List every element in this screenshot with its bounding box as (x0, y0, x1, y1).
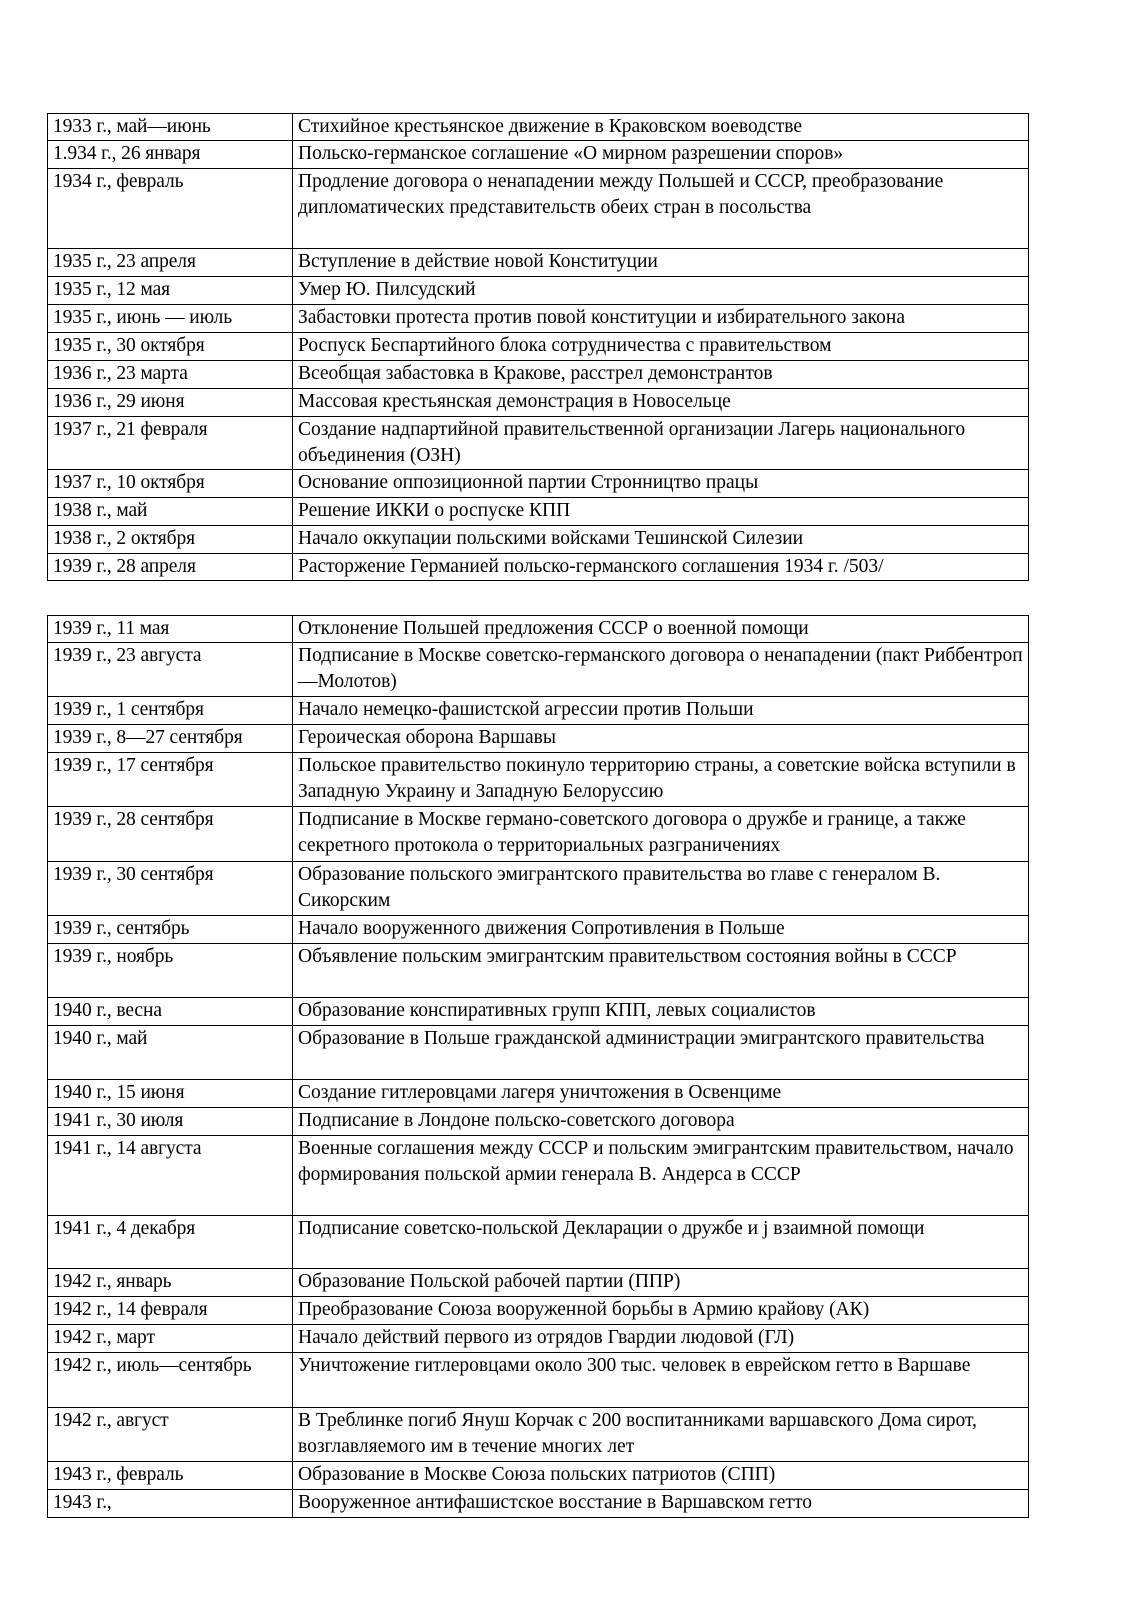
table-row (48, 361, 1029, 389)
table-row (48, 1325, 1029, 1353)
date-cell: 1935 г., июнь — июль (48, 305, 293, 333)
date-cell: 1935 г., 12 мая (48, 277, 293, 305)
date-cell: 1939 г., 28 апреля (48, 554, 293, 581)
event-cell: Преобразование Союза вооруженной борьбы в Армию крайову (АК) (293, 1297, 1029, 1325)
event-cell: В Треблинке погиб Януш Корчак с 200 воспитанниками варшавского Дома сирот, возглавляемого им в течение многих лет (293, 1408, 1029, 1462)
table-row (48, 470, 1029, 498)
table-1-body (48, 114, 1029, 581)
table-row (48, 1136, 1029, 1216)
event-cell: Подписание в Москве германо-советского договора о дружбе и границе, а также секретного протокола о территориальных разграничениях (293, 807, 1029, 862)
event-cell: Польское правительство покинуло территорию страны, а советские войска вступили в Западную Украину и Западную Белоруссию (293, 753, 1029, 807)
date-cell: 1942 г., январь (48, 1269, 293, 1297)
date-cell: 1937 г., 21 февраля (48, 417, 293, 470)
date-cell: 1939 г., 28 сентября (48, 807, 293, 862)
event-cell: Героическая оборона Варшавы (293, 725, 1029, 753)
date-cell: 1940 г., 15 июня (48, 1080, 293, 1108)
event-cell: Образование Польской рабочей партии (ППР) (293, 1269, 1029, 1297)
date-cell: 1936 г., 29 июня (48, 389, 293, 417)
table-row (48, 753, 1029, 807)
table-row (48, 1108, 1029, 1136)
event-cell: Польско-германское соглашение «О мирном разрешении споров» (293, 141, 1029, 169)
date-cell: 1941 г., 14 августа (48, 1136, 293, 1216)
table-row (48, 389, 1029, 417)
table-row (48, 554, 1029, 581)
table-row (48, 944, 1029, 998)
table-row (48, 1353, 1029, 1408)
event-cell: Роспуск Беспартийного блока сотрудничества с правительством (293, 333, 1029, 361)
table-row (48, 1490, 1029, 1518)
date-cell: 1942 г., июль—сентябрь (48, 1353, 293, 1408)
table-row (48, 526, 1029, 554)
event-cell: Создание надпартийной правительственной организации Лагерь национального объединения (ОЗН) (293, 417, 1029, 470)
table-row (48, 643, 1029, 697)
event-cell: Подписание советско-польской Декларации о дружбе и j взаимной помощи (293, 1216, 1029, 1269)
date-cell: 1935 г., 23 апреля (48, 249, 293, 277)
date-cell: 1940 г., май (48, 1026, 293, 1080)
date-cell: 1939 г., 1 сентября (48, 697, 293, 725)
date-cell: 1938 г., 2 октября (48, 526, 293, 554)
event-cell: Продление договора о ненападении между Польшей и СССР, преобразование дипломатических представительств обеих стран в посольства (293, 169, 1029, 249)
event-cell: Решение ИККИ о роспуске КПП (293, 498, 1029, 526)
event-cell: Военные соглашения между СССР и польским эмигрантским правительством, начало формирования польской армии генерала В. Андерса в СССР (293, 1136, 1029, 1216)
date-cell: 1943 г., февраль (48, 1462, 293, 1490)
date-cell: 1939 г., 11 мая (48, 616, 293, 643)
event-cell: Всеобщая забастовка в Кракове, расстрел демонстрантов (293, 361, 1029, 389)
table-row (48, 1462, 1029, 1490)
event-cell: Образование в Москве Союза польских патриотов (СПП) (293, 1462, 1029, 1490)
event-cell: Вооруженное антифашистское восстание в Варшавском гетто (293, 1490, 1029, 1518)
table-row (48, 169, 1029, 249)
date-cell: 1942 г., август (48, 1408, 293, 1462)
table-row (48, 249, 1029, 277)
date-cell: 1934 г., февраль (48, 169, 293, 249)
table-row (48, 141, 1029, 169)
event-cell: Стихийное крестьянское движение в Краковском воеводстве (293, 114, 1029, 141)
event-cell: Подписание в Москве советско-германского договора о ненападении (пакт Риббентроп —Молотов) (293, 643, 1029, 697)
date-cell: 1933 г., май—июнь (48, 114, 293, 141)
table-row (48, 1269, 1029, 1297)
date-cell: 1942 г., 14 февраля (48, 1297, 293, 1325)
table-row (48, 616, 1029, 643)
table-row (48, 916, 1029, 944)
date-cell: 1939 г., 17 сентября (48, 753, 293, 807)
event-cell: Умер Ю. Пилсудский (293, 277, 1029, 305)
table-row (48, 807, 1029, 862)
event-cell: Забастовки протеста против повой конституции и избирательного закона (293, 305, 1029, 333)
table-row (48, 114, 1029, 141)
table-row (48, 1026, 1029, 1080)
event-cell: Начало вооруженного движения Сопротивления в Польше (293, 916, 1029, 944)
event-cell: Уничтожение гитлеровцами около 300 тыс. человек в еврейском гетто в Варшаве (293, 1353, 1029, 1408)
date-cell: 1939 г., сентябрь (48, 916, 293, 944)
event-cell: Вступление в действие новой Конституции (293, 249, 1029, 277)
table-row (48, 1408, 1029, 1462)
date-cell: 1942 г., март (48, 1325, 293, 1353)
table-row (48, 305, 1029, 333)
table-row (48, 998, 1029, 1026)
date-cell: 1941 г., 30 июля (48, 1108, 293, 1136)
date-cell: 1939 г., 30 сентября (48, 862, 293, 916)
table-row (48, 697, 1029, 725)
date-cell: 1936 г., 23 марта (48, 361, 293, 389)
date-cell: 1939 г., 8—27 сентября (48, 725, 293, 753)
date-cell: 1937 г., 10 октября (48, 470, 293, 498)
date-cell: 1943 г., (48, 1490, 293, 1518)
event-cell: Массовая крестьянская демонстрация в Новосельце (293, 389, 1029, 417)
table-row (48, 1297, 1029, 1325)
event-cell: Создание гитлеровцами лагеря уничтожения в Освенциме (293, 1080, 1029, 1108)
table-row (48, 862, 1029, 916)
table-row (48, 1216, 1029, 1269)
table-2-body (48, 616, 1029, 1518)
table-row (48, 498, 1029, 526)
event-cell: Объявление польским эмигрантским правительством состояния войны в СССР (293, 944, 1029, 998)
event-cell: Расторжение Германией польско-германского соглашения 1934 г. /503/ (293, 554, 1029, 581)
date-cell: 1935 г., 30 октября (48, 333, 293, 361)
event-cell: Подписание в Лондоне польско-советского договора (293, 1108, 1029, 1136)
table-row (48, 333, 1029, 361)
table-row (48, 1080, 1029, 1108)
date-cell: 1940 г., весна (48, 998, 293, 1026)
date-cell: 1941 г., 4 декабря (48, 1216, 293, 1269)
event-cell: Отклонение Польшей предложения СССР о военной помощи (293, 616, 1029, 643)
event-cell: Образование польского эмигрантского правительства во главе с генералом В. Сикорским (293, 862, 1029, 916)
event-cell: Начало немецко-фашистской агрессии против Польши (293, 697, 1029, 725)
event-cell: Начало действий первого из отрядов Гвардии людовой (ГЛ) (293, 1325, 1029, 1353)
table-row (48, 725, 1029, 753)
date-cell: 1939 г., 23 августа (48, 643, 293, 697)
event-cell: Основание оппозиционной партии Стронництво працы (293, 470, 1029, 498)
event-cell: Образование в Польше гражданской администрации эмигрантского правительства (293, 1026, 1029, 1080)
date-cell: 1939 г., ноябрь (48, 944, 293, 998)
table-row (48, 417, 1029, 470)
event-cell: Образование конспиративных групп КПП, левых социалистов (293, 998, 1029, 1026)
chronology-table-1939-1943 (47, 615, 1029, 1518)
date-cell: 1.934 г., 26 января (48, 141, 293, 169)
date-cell: 1938 г., май (48, 498, 293, 526)
event-cell: Начало оккупации польскими войсками Тешинской Силезии (293, 526, 1029, 554)
chronology-table-1933-1939 (47, 113, 1029, 581)
table-row (48, 277, 1029, 305)
